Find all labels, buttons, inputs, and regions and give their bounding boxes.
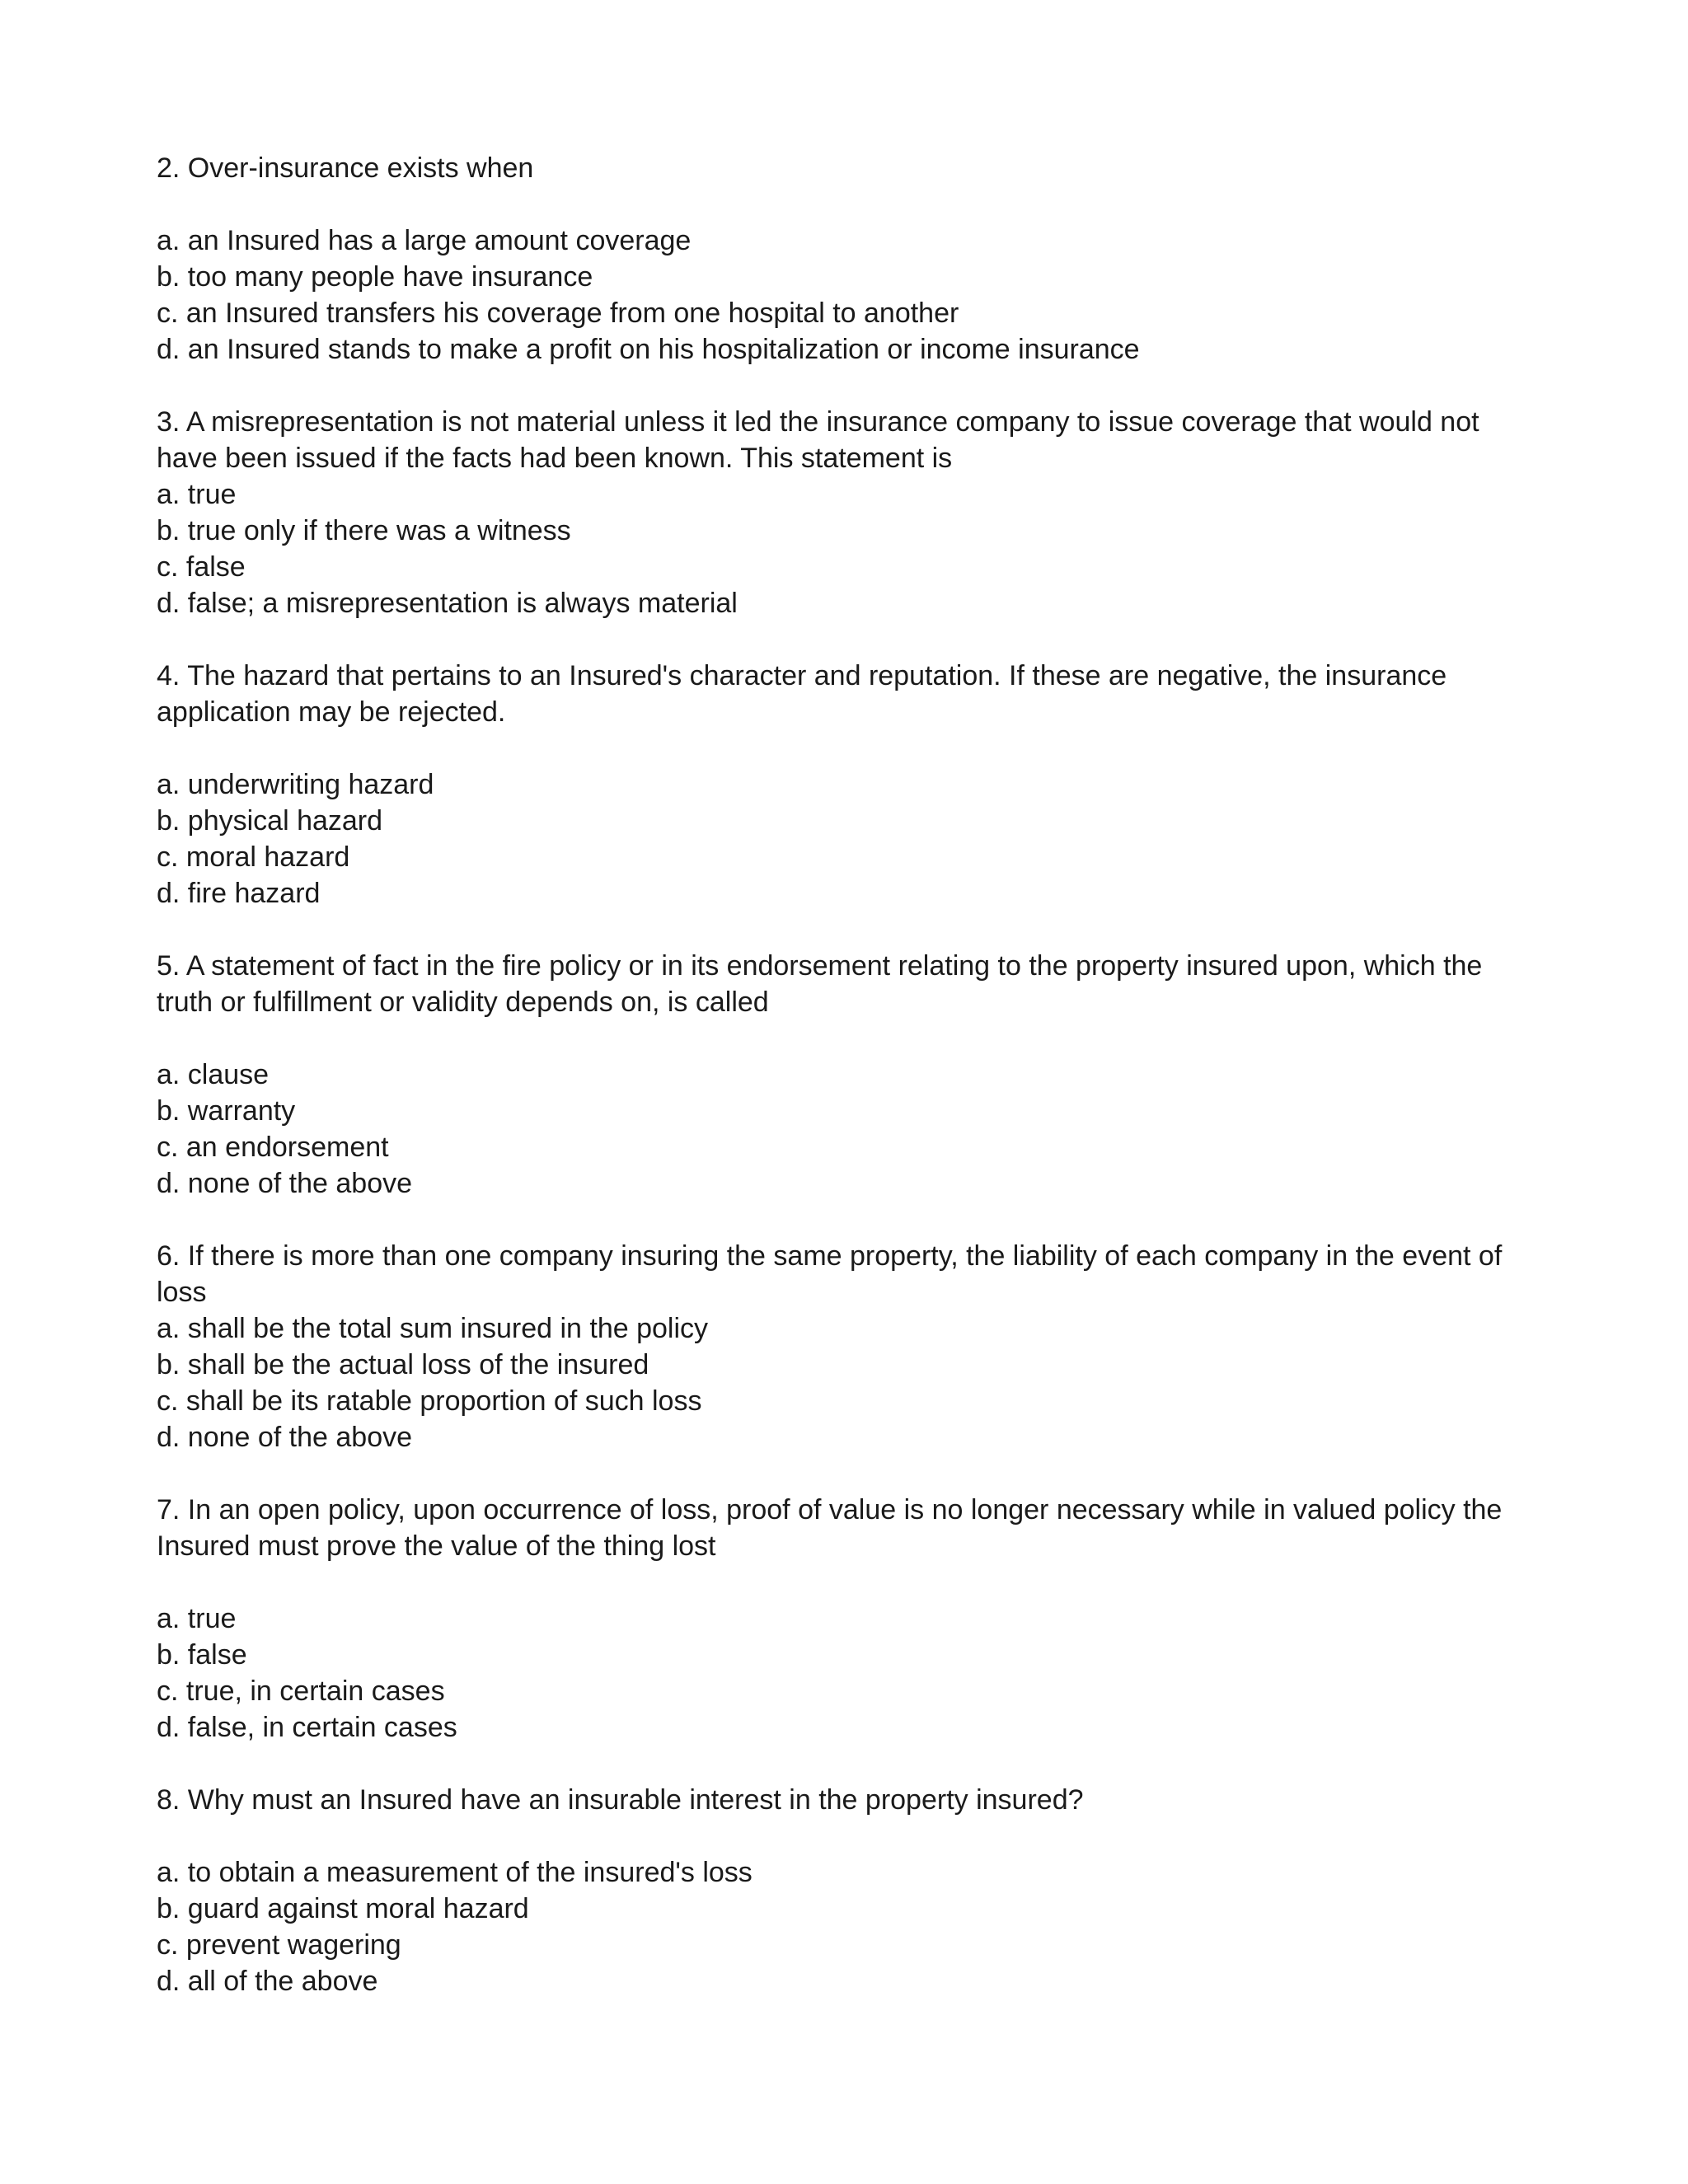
option-a: a. an Insured has a large amount coverage xyxy=(157,225,692,256)
option-a: a. underwriting hazard xyxy=(157,769,434,800)
option-b: b. false xyxy=(157,1639,247,1671)
option-b: b. true only if there was a witness xyxy=(157,515,571,546)
option-a: a. true xyxy=(157,1603,237,1634)
question-text: 8. Why must an Insured have an insurable interest in the property insured? xyxy=(157,1784,1084,1816)
option-list xyxy=(157,476,1541,621)
question-text: 2. Over-insurance exists when xyxy=(157,152,534,184)
option-b: b. too many people have insurance xyxy=(157,261,593,293)
option-list xyxy=(157,1310,1541,1455)
question-text: 4. The hazard that pertains to an Insured's character and reputation. If these are negative, the insurance application may be rejected. xyxy=(157,660,1447,728)
question-text: 7. In an open policy, upon occurrence of loss, proof of value is no longer necessary while in valued policy the Insured must prove the value of the thing lost xyxy=(157,1494,1503,1562)
option-c: c. an endorsement xyxy=(157,1132,389,1163)
option-a: a. shall be the total sum insured in the policy xyxy=(157,1313,709,1344)
option-list xyxy=(157,1057,1541,1202)
option-b: b. guard against moral hazard xyxy=(157,1893,529,1924)
option-c: c. true, in certain cases xyxy=(157,1675,445,1707)
option-a: a. true xyxy=(157,479,237,510)
option-c: c. shall be its ratable proportion of such loss xyxy=(157,1385,702,1417)
option-list xyxy=(157,1854,1541,1999)
option-c: c. prevent wagering xyxy=(157,1929,401,1961)
question-4 xyxy=(157,658,1541,912)
option-d: d. fire hazard xyxy=(157,878,321,909)
option-d: d. false; a misrepresentation is always material xyxy=(157,588,738,619)
question-8 xyxy=(157,1782,1541,1999)
option-a: a. clause xyxy=(157,1059,270,1090)
option-list xyxy=(157,223,1541,368)
option-d: d. none of the above xyxy=(157,1168,413,1199)
question-text: 3. A misrepresentation is not material unless it led the insurance company to issue coverage that would not have been issued if the facts had been known. This statement is xyxy=(157,406,1479,474)
option-d: d. false, in certain cases xyxy=(157,1712,457,1743)
option-d: d. none of the above xyxy=(157,1422,413,1453)
option-a: a. to obtain a measurement of the insured's loss xyxy=(157,1857,753,1888)
option-c: c. false xyxy=(157,551,246,583)
question-3 xyxy=(157,404,1541,621)
question-5 xyxy=(157,948,1541,1202)
option-b: b. shall be the actual loss of the insured xyxy=(157,1349,649,1380)
option-b: b. warranty xyxy=(157,1095,296,1127)
option-b: b. physical hazard xyxy=(157,805,383,837)
option-c: c. an Insured transfers his coverage from one hospital to another xyxy=(157,298,959,329)
question-6 xyxy=(157,1238,1541,1455)
question-7 xyxy=(157,1492,1541,1746)
option-list xyxy=(157,766,1541,912)
question-text: 5. A statement of fact in the fire policy or in its endorsement relating to the property insured upon, which the truth or fulfillment or validity depends on, is called xyxy=(157,950,1483,1018)
option-list xyxy=(157,1601,1541,1746)
option-d: d. all of the above xyxy=(157,1966,378,1997)
option-d: d. an Insured stands to make a profit on his hospitalization or income insurance xyxy=(157,334,1140,365)
question-2 xyxy=(157,150,1541,368)
question-list xyxy=(157,150,1541,2036)
question-text: 6. If there is more than one company insuring the same property, the liability of each company in the event of loss xyxy=(157,1240,1503,1308)
option-c: c. moral hazard xyxy=(157,841,350,873)
